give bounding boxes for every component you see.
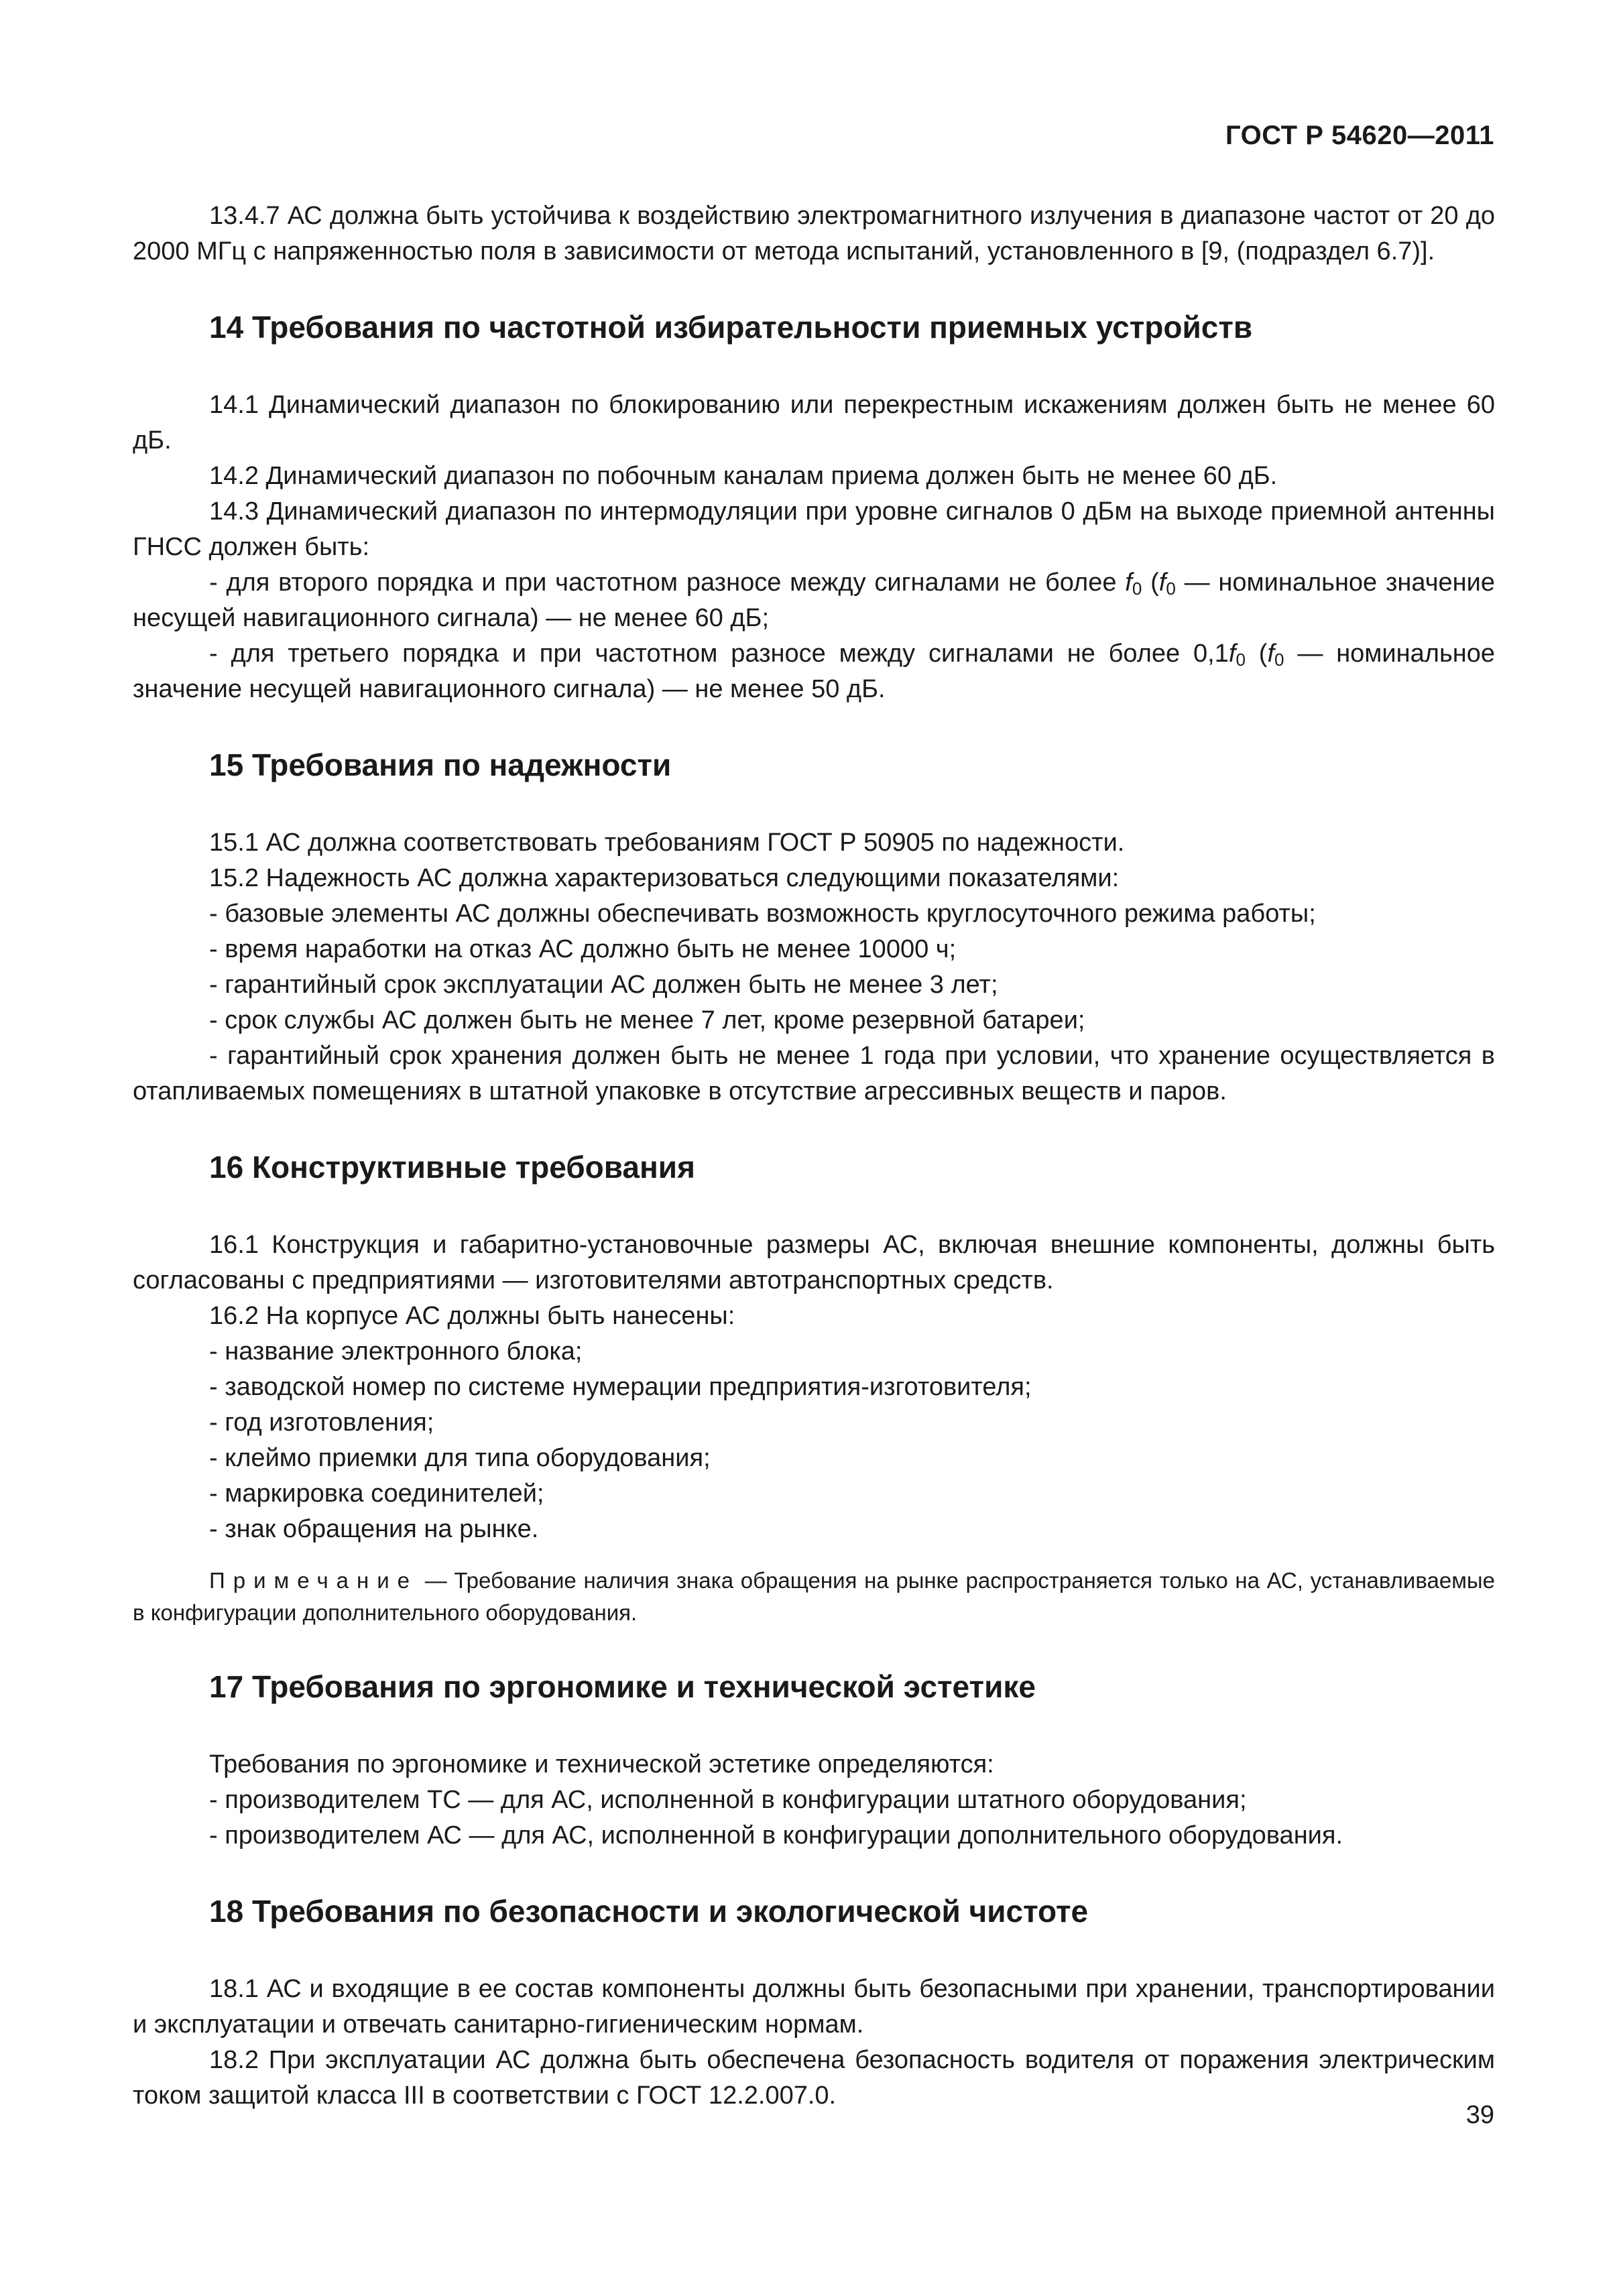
list-item: - год изготовления; <box>209 1408 434 1437</box>
list-item-storage-warranty: - гарантийный срок хранения должен быть не менее 1 года при условии, что хранение осуществляется в отапливаемых помещениях в штатной упаковке в отсутствие агрессивных веществ и паров. <box>133 1042 1495 1105</box>
list-item-second-order: - для второго порядка и при частотном разносе между сигналами не более $f_0$ ($f_0$ — номинальное значение несущей навигационного сигнала) — не менее 60 дБ; <box>133 568 1495 632</box>
list-item: - название электронного блока; <box>209 1337 583 1366</box>
list-item: - базовые элементы АС должны обеспечивать возможность круглосуточного режима работы; <box>209 900 1316 928</box>
paragraph-14-1: 14.1 Динамический диапазон по блокированию или перекрестным искажениям должен быть не менее 60 дБ. <box>133 391 1495 455</box>
document-id-header: ГОСТ Р 54620—2011 <box>1225 121 1494 150</box>
list-item: - клеймо приемки для типа оборудования; <box>209 1444 711 1472</box>
section-15-heading: 15 Требования по надежности <box>209 747 672 782</box>
paragraph-15-1: 15.1 АС должна соответствовать требованиям ГОСТ Р 50905 по надежности. <box>209 829 1125 857</box>
list-item: - гарантийный срок эксплуатации АС должен быть не менее 3 лет; <box>209 971 998 999</box>
paragraph-14-2: 14.2 Динамический диапазон по побочным каналам приема должен быть не менее 60 дБ. <box>209 462 1278 490</box>
paragraph-16-1: 16.1 Конструкция и габаритно-установочные размеры АС, включая внешние компоненты, должны быть согласованы с предприятиями — изготовителями автотранспортных средств. <box>133 1231 1495 1294</box>
note-text: — Требование наличия знака обращения на рынке распространяется только на АС, устанавливаемые в конфигурации дополнительного оборудования. <box>133 1568 1495 1625</box>
list-item: - заводской номер по системе нумерации предприятия-изготовителя; <box>209 1373 1032 1401</box>
paragraph-18-2: 18.2 При эксплуатации АС должна быть обеспечена безопасность водителя от поражения электрическим током защитой класса III в соответствии с ГОСТ 12.2.007.0. <box>133 2046 1495 2110</box>
list-item: - время наработки на отказ АС должно быть не менее 10000 ч; <box>209 935 957 963</box>
list-item: - производителем АС — для АС, исполненной в конфигурации дополнительного оборудования. <box>209 1821 1343 1850</box>
paragraph-16-2: 16.2 На корпусе АС должны быть нанесены: <box>209 1302 735 1330</box>
section-17-heading: 17 Требования по эргономике и технической эстетике <box>209 1669 1036 1704</box>
paragraph-18-1: 18.1 АС и входящие в ее состав компоненты должны быть безопасными при хранении, транспортировании и эксплуатации и отвечать санитарно-гигиеническим нормам. <box>133 1975 1495 2039</box>
note-label: Примечание <box>209 1568 418 1593</box>
paragraph-13-4-7: 13.4.7 АС должна быть устойчива к воздействию электромагнитного излучения в диапазоне частот от 20 до 2000 МГц с напряженностью поля в зависимости от метода испытаний, установленного в [9, (подраздел 6.7)]. <box>133 202 1495 265</box>
list-item: - производителем ТС — для АС, исполненной в конфигурации штатного оборудования; <box>209 1786 1247 1814</box>
paragraph-17-intro: Требования по эргономике и технической эстетике определяются: <box>209 1750 994 1778</box>
paragraph-15-2: 15.2 Надежность АС должна характеризоваться следующими показателями: <box>209 864 1120 892</box>
list-item: - срок службы АС должен быть не менее 7 лет, кроме резервной батареи; <box>209 1006 1085 1034</box>
section-16-heading: 16 Конструктивные требования <box>209 1150 695 1185</box>
page-number: 39 <box>1465 2101 1494 2129</box>
list-item: - знак обращения на рынке. <box>209 1515 539 1543</box>
note <box>133 1565 1495 1629</box>
section-18-heading: 18 Требования по безопасности и экологической чистоте <box>209 1894 1089 1929</box>
list-item: - маркировка соединителей; <box>209 1479 544 1508</box>
list-item-third-order: - для третьего порядка и при частотном разносе между сигналами не более $0,1f_0$ ($f_0$ — номинальное значение несущей навигационного сигнала) — не менее 50 дБ. <box>133 640 1496 703</box>
paragraph-14-3: 14.3 Динамический диапазон по интермодуляции при уровне сигналов 0 дБм на выходе приемной антенны ГНСС должен быть: <box>133 497 1495 561</box>
page-content <box>133 198 1495 2114</box>
section-14-heading: 14 Требования по частотной избирательности приемных устройств <box>209 310 1253 345</box>
